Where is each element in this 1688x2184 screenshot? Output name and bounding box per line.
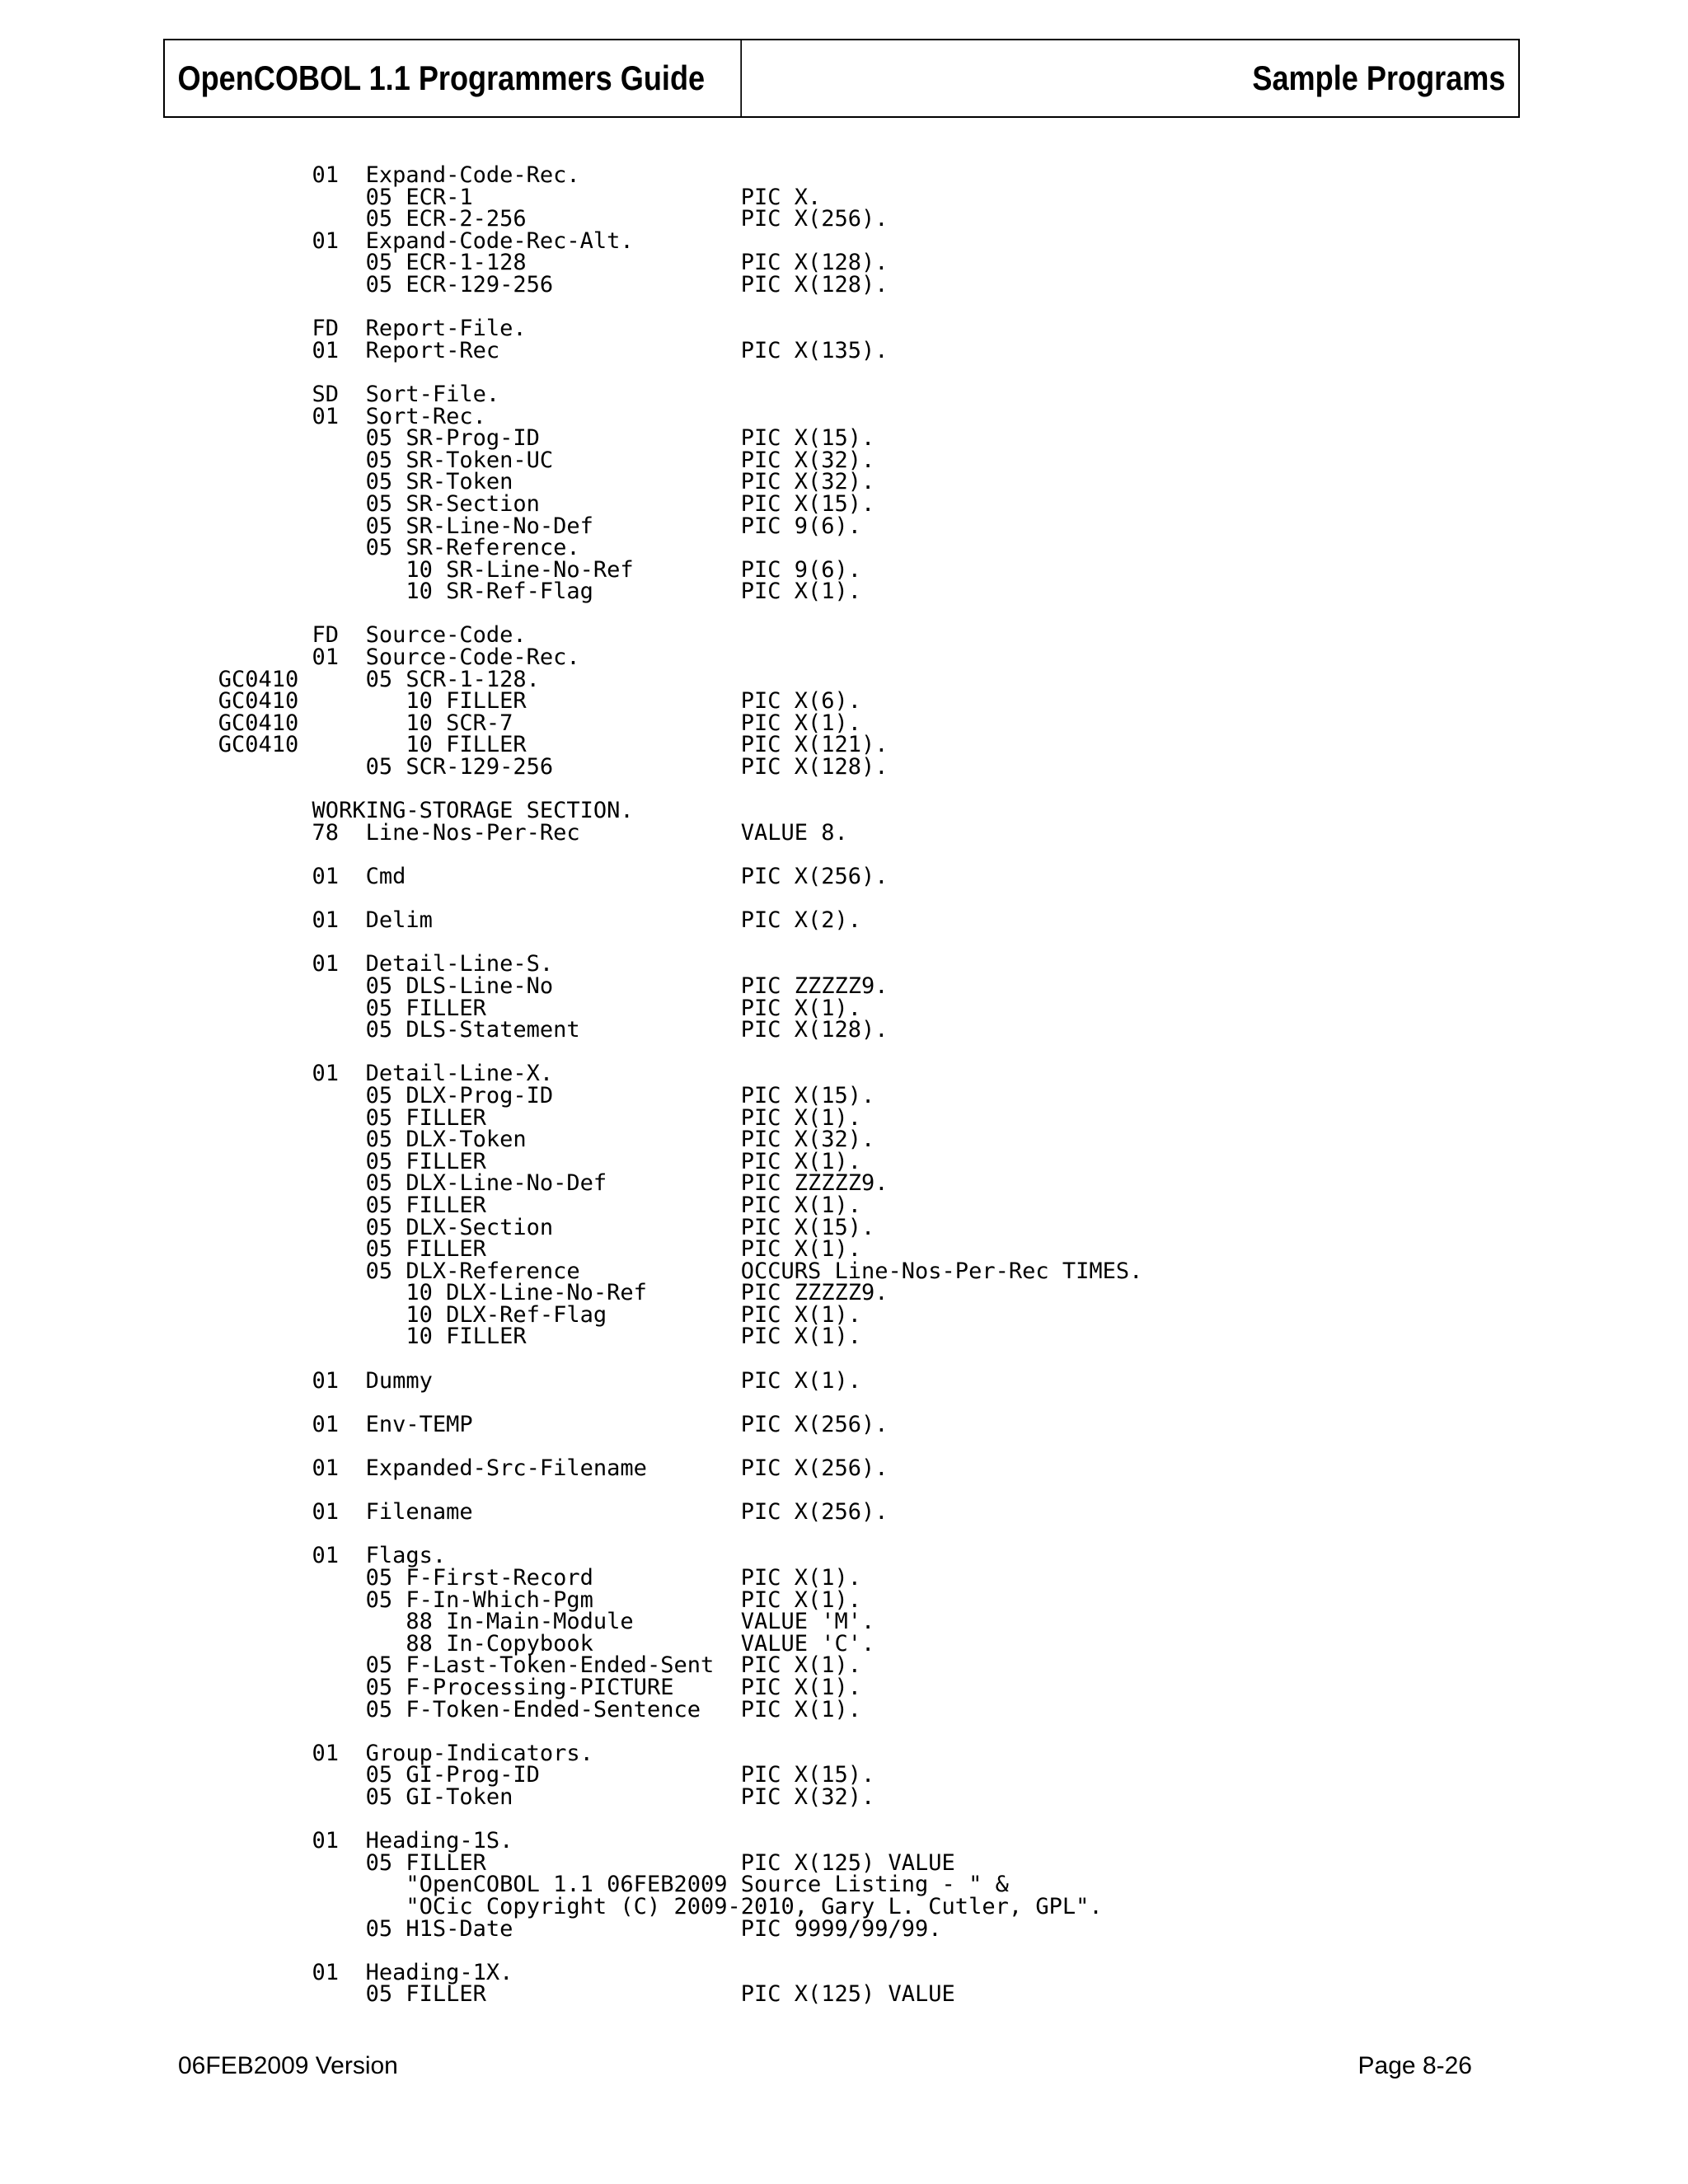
- code-line: [178, 1436, 1142, 1458]
- code-line: 01 Detail-Line-X.: [178, 1061, 554, 1087]
- code-line: 01 Source-Code-Rec.: [178, 644, 580, 671]
- code-line: [178, 888, 1142, 911]
- code-line: [178, 1721, 1142, 1743]
- code-line: 05 ECR-1-128 PIC X(128).: [178, 250, 889, 276]
- code-line: 05 DLX-Token PIC X(32).: [178, 1127, 875, 1153]
- code-line: 05 F-First-Record PIC X(1).: [178, 1565, 862, 1591]
- code-line: 01 Filename PIC X(256).: [178, 1499, 889, 1526]
- code-line: 88 In-Main-Module VALUE 'M'.: [178, 1609, 875, 1635]
- code-line: 05 F-Processing-PICTURE PIC X(1).: [178, 1674, 862, 1700]
- code-line: [178, 1480, 1142, 1502]
- footer-page-number: Page 8-26: [1357, 2052, 1472, 2079]
- code-line: 10 DLX-Line-No-Ref PIC ZZZZZ9.: [178, 1280, 889, 1306]
- code-line: 01 Heading-1X.: [178, 1959, 513, 1985]
- code-line: [178, 932, 1142, 954]
- code-line: SD Sort-File.: [178, 381, 500, 407]
- code-line: GC0410 10 FILLER PIC X(121).: [178, 732, 889, 758]
- code-line: 05 SR-Reference.: [178, 535, 580, 561]
- code-line: [178, 1940, 1142, 1962]
- code-line: 05 SR-Prog-ID PIC X(15).: [178, 425, 875, 452]
- header-section-title: Sample Programs: [1252, 59, 1506, 97]
- code-line: 88 In-Copybook VALUE 'C'.: [178, 1630, 875, 1657]
- code-line: WORKING-STORAGE SECTION.: [178, 798, 634, 824]
- header-guide-title: OpenCOBOL 1.1 Programmers Guide: [165, 40, 742, 116]
- code-line: [178, 1392, 1142, 1414]
- code-line: 01 Detail-Line-S.: [178, 951, 554, 977]
- code-line: 05 F-Token-Ended-Sentence PIC X(1).: [178, 1696, 862, 1722]
- code-line: "OCic Copyright (C) 2009-2010, Gary L. Cutler, GPL".: [178, 1893, 1103, 1919]
- code-line: 01 Delim PIC X(2).: [178, 907, 862, 934]
- code-line: 05 ECR-129-256 PIC X(128).: [178, 271, 889, 298]
- cobol-code-listing: [178, 162, 1143, 2008]
- code-line: 05 DLX-Reference OCCURS Line-Nos-Per-Rec TIMES.: [178, 1258, 1143, 1284]
- code-line: [178, 1348, 1142, 1371]
- code-line: 05 H1S-Date PIC 9999/99/99.: [178, 1915, 942, 1942]
- code-line: 05 FILLER PIC X(1).: [178, 1236, 862, 1263]
- code-line: 05 SR-Token PIC X(32).: [178, 469, 875, 495]
- code-line: [178, 1524, 1142, 1546]
- code-line: 01 Sort-Rec.: [178, 403, 486, 429]
- code-line: GC0410 10 FILLER PIC X(6).: [178, 688, 862, 715]
- code-line: 01 Expanded-Src-Filename PIC X(256).: [178, 1455, 889, 1482]
- code-line: 01 Expand-Code-Rec.: [178, 162, 580, 188]
- code-line: [178, 779, 1142, 801]
- code-line: 05 DLX-Section PIC X(15).: [178, 1214, 875, 1240]
- code-line: 05 F-Last-Token-Ended-Sent PIC X(1).: [178, 1652, 862, 1679]
- code-line: [178, 297, 1142, 319]
- code-line: 05 FILLER PIC X(1).: [178, 995, 862, 1021]
- code-line: 01 Group-Indicators.: [178, 1740, 593, 1766]
- code-line: 01 Report-Rec PIC X(135).: [178, 337, 889, 363]
- code-line: 05 GI-Prog-ID PIC X(15).: [178, 1762, 875, 1788]
- code-line: 01 Flags.: [178, 1543, 447, 1569]
- code-line: 05 DLX-Line-No-Def PIC ZZZZZ9.: [178, 1170, 889, 1197]
- code-line: 05 FILLER PIC X(1).: [178, 1192, 862, 1218]
- code-line: 05 FILLER PIC X(125) VALUE: [178, 1849, 955, 1876]
- code-line: GC0410 10 SCR-7 PIC X(1).: [178, 710, 862, 736]
- code-line: 10 DLX-Ref-Flag PIC X(1).: [178, 1301, 862, 1328]
- code-line: 01 Expand-Code-Rec-Alt.: [178, 227, 634, 254]
- code-line: 05 GI-Token PIC X(32).: [178, 1783, 875, 1810]
- code-line: 05 FILLER PIC X(125) VALUE: [178, 1981, 955, 2008]
- code-line: 05 FILLER PIC X(1).: [178, 1148, 862, 1174]
- footer-version: 06FEB2009 Version: [178, 2052, 398, 2079]
- code-line: [178, 362, 1142, 384]
- code-line: 01 Env-TEMP PIC X(256).: [178, 1411, 889, 1437]
- code-line: [178, 1809, 1142, 1831]
- code-line: "OpenCOBOL 1.1 06FEB2009 Source Listing - " &: [178, 1872, 1009, 1898]
- code-line: 05 SCR-129-256 PIC X(128).: [178, 754, 889, 780]
- page-header: [163, 39, 1520, 118]
- code-line: FD Source-Code.: [178, 622, 527, 649]
- code-line: 01 Dummy PIC X(1).: [178, 1367, 862, 1394]
- code-line: 05 SR-Section PIC X(15).: [178, 490, 875, 517]
- code-line: 10 FILLER PIC X(1).: [178, 1324, 862, 1350]
- code-line: 05 SR-Token-UC PIC X(32).: [178, 447, 875, 473]
- code-line: 01 Heading-1S.: [178, 1828, 513, 1854]
- code-line: FD Report-File.: [178, 316, 527, 342]
- code-line: 05 SR-Line-No-Def PIC 9(6).: [178, 513, 862, 539]
- code-line: 05 F-In-Which-Pgm PIC X(1).: [178, 1586, 862, 1613]
- code-line: 05 ECR-1 PIC X.: [178, 184, 822, 210]
- code-line: 01 Cmd PIC X(256).: [178, 864, 889, 889]
- code-line: 05 DLS-Line-No PIC ZZZZZ9.: [178, 972, 889, 999]
- code-line: 05 FILLER PIC X(1).: [178, 1104, 862, 1131]
- code-line: [178, 603, 1142, 626]
- code-line: 10 SR-Line-No-Ref PIC 9(6).: [178, 556, 862, 583]
- code-line: 05 ECR-2-256 PIC X(256).: [178, 206, 889, 232]
- code-line: 05 DLX-Prog-ID PIC X(15).: [178, 1082, 875, 1108]
- code-line: 05 DLS-Statement PIC X(128).: [178, 1017, 889, 1043]
- code-line: 78 Line-Nos-Per-Rec VALUE 8.: [178, 819, 848, 846]
- code-line: 10 SR-Ref-Flag PIC X(1).: [178, 579, 862, 605]
- code-line: [178, 1042, 1142, 1064]
- code-line: GC0410 05 SCR-1-128.: [178, 666, 540, 692]
- code-line: [178, 844, 1142, 866]
